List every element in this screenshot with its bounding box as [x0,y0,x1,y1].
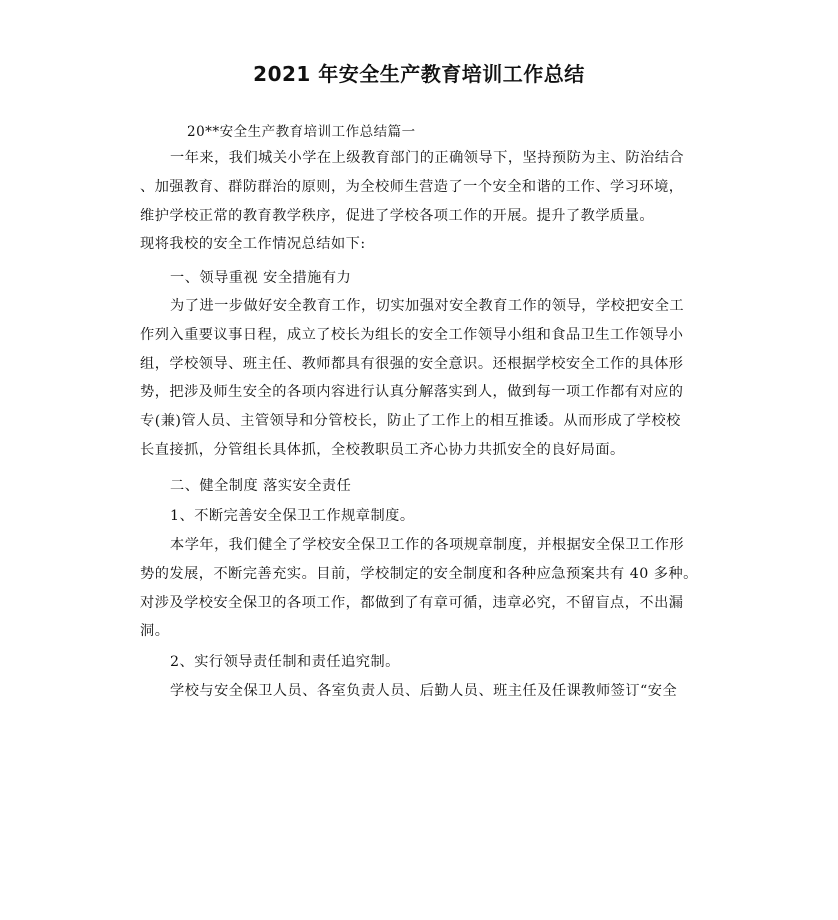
section-heading-2: 二、健全制度 落实安全责任 [170,478,352,494]
paragraph-1 [140,144,702,259]
paragraph-line: 为了进一步做好安全教育工作，切实加强对安全教育工作的领导，学校把安全工 [170,298,685,314]
paragraph-line: 一年来，我们城关小学在上级教育部门的正确领导下，坚持预防为主、防治结合 [170,150,685,166]
section-heading-1: 一、领导重视 安全措施有力 [170,270,352,286]
subsection-heading-1: 1、不断完善安全保卫工作规章制度。 [170,508,415,524]
paragraph-line: 现将我校的安全工作情况总结如下: [140,236,366,253]
paragraph-line: 作列入重要议事日程，成立了校长为组长的安全工作领导小组和食品卫生工作领导小 [140,326,684,343]
paragraph-line: 维护学校正常的教育教学秩序，促进了学校各项工作的开展。提升了教学质量。 [140,207,655,224]
paragraph-line: 专(兼)管人员、主管领导和分管校长，防止了工作上的相互推诿。从而形成了学校校 [140,413,681,430]
subsection-heading-2: 2、实行领导责任制和责任追究制。 [170,654,400,670]
paragraph-line: 势的发展，不断完善充实。目前，学校制定的安全制度和各种应急预案共有 40 多种。 [140,565,698,582]
paragraph-3 [140,531,702,646]
paragraph-line: 势，把涉及师生安全的各项内容进行认真分解落实到人，做到每一项工作都有对应的 [140,384,684,401]
paragraph-line: 组，学校领导、班主任、教师都具有很强的安全意识。还根据学校安全工作的具体形 [140,355,684,372]
paragraph-line: 本学年，我们健全了学校安全保卫工作的各项规章制度，并根据安全保卫工作形 [170,537,685,553]
paragraph-4 [140,677,702,706]
paragraph-line: 洞。 [140,623,170,640]
document-title: 2021 年安全生产教育培训工作总结 [253,62,585,86]
paragraph-line: 对涉及学校安全保卫的各项工作，都做到了有章可循，违章必究，不留盲点，不出漏 [140,594,684,611]
paragraph-line: 、加强教育、群防群治的原则，为全校师生营造了一个安全和谐的工作、学习环境， [140,178,684,195]
paragraph-line: 学校与安全保卫人员、各室负责人员、后勤人员、班主任及任课教师签订“安全 [170,683,678,699]
document-subtitle: 20**安全生产教育培训工作总结篇一 [187,124,416,140]
paragraph-line: 长直接抓，分管组长具体抓，全校教职员工齐心协力共抓安全的良好局面。 [140,441,625,458]
paragraph-2 [140,292,702,465]
